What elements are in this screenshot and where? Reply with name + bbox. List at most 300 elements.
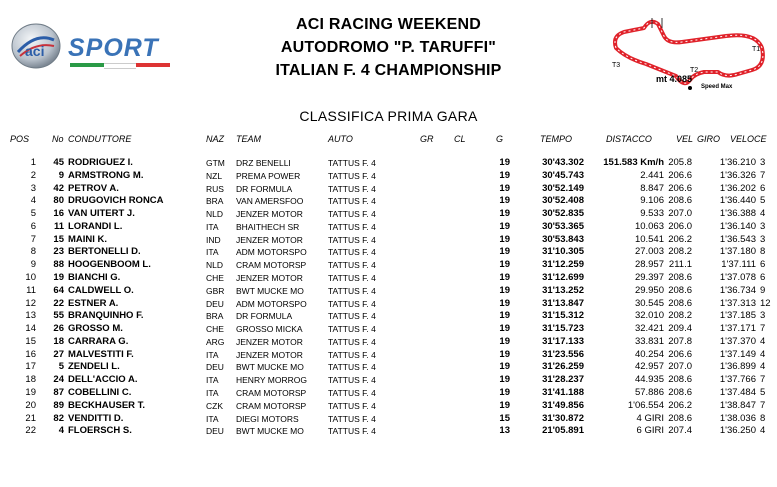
- table-row: [0, 234, 777, 246]
- cell-no: 82: [53, 412, 64, 424]
- cell-tempo: 31'23.556: [542, 348, 584, 360]
- table-row: [0, 285, 777, 297]
- table-row: [0, 246, 777, 258]
- cell-last: 5: [760, 387, 766, 399]
- cell-naz: BRA: [206, 311, 224, 322]
- cell-dist: 44.935: [634, 374, 664, 386]
- cell-driver: PETROV A.: [68, 182, 119, 194]
- table-row: [0, 208, 777, 220]
- col-driver: CONDUTTORE: [68, 134, 132, 144]
- sport-wordmark: SPORT: [68, 34, 159, 62]
- cell-team: BHAITHECH SR: [236, 221, 300, 232]
- cell-driver: BRANQUINHO F.: [68, 310, 144, 322]
- cell-last: 6: [760, 272, 766, 284]
- cell-auto: TATTUS F. 4: [328, 247, 376, 258]
- cell-g: 19: [499, 361, 510, 373]
- cell-naz: ITA: [206, 221, 219, 232]
- cell-team: JENZER MOTOR: [236, 273, 303, 284]
- cell-no: 22: [53, 297, 64, 309]
- cell-auto: TATTUS F. 4: [328, 273, 376, 284]
- cell-veloce: 1'38.036: [719, 412, 756, 424]
- cell-g: 19: [499, 310, 510, 322]
- cell-last: 4: [760, 425, 766, 437]
- cell-no: 4: [58, 425, 64, 437]
- cell-last: 6: [760, 182, 766, 194]
- table-row: [0, 387, 777, 399]
- cell-team: GROSSO MICKA: [236, 324, 303, 335]
- cell-dist: 1'06.554: [627, 399, 664, 411]
- cell-veloce: 1'37.484: [719, 387, 756, 399]
- cell-dist: 8.847: [640, 182, 664, 194]
- cell-dist: 33.831: [634, 335, 664, 347]
- cell-auto: TATTUS F. 4: [328, 311, 376, 322]
- cell-tempo: 31'30.872: [542, 412, 584, 424]
- table-row: [0, 425, 777, 437]
- cell-dist: 32.421: [634, 323, 664, 335]
- table-row: [0, 374, 777, 386]
- cell-driver: ZENDELI L.: [68, 361, 120, 373]
- cell-dist: 42.957: [634, 361, 664, 373]
- cell-team: CRAM MOTORSP: [236, 400, 307, 411]
- cell-veloce: 1'36.202: [719, 182, 756, 194]
- cell-last: 3: [760, 310, 766, 322]
- cell-dist: 40.254: [634, 348, 664, 360]
- cell-auto: TATTUS F. 4: [328, 362, 376, 373]
- cell-vel: 209.4: [668, 323, 692, 335]
- col-distacco: DISTACCO: [606, 134, 652, 144]
- cell-no: 18: [53, 335, 64, 347]
- cell-driver: COBELLINI C.: [68, 387, 132, 399]
- cell-last: 4: [760, 348, 766, 360]
- cell-pos: 12: [25, 297, 36, 309]
- cell-dist: 10.541: [634, 233, 664, 245]
- cell-g: 19: [499, 157, 510, 168]
- cell-driver: ARMSTRONG M.: [68, 169, 144, 181]
- cell-auto: TATTUS F. 4: [328, 336, 376, 347]
- cell-last: 3: [760, 157, 766, 168]
- cell-driver: BERTONELLI D.: [68, 246, 141, 258]
- cell-dist: 10.063: [634, 220, 664, 232]
- table-row: [0, 170, 777, 182]
- cell-pos: 4: [30, 195, 36, 207]
- cell-dist: 30.545: [634, 297, 664, 309]
- cell-driver: RODRIGUEZ I.: [68, 157, 133, 168]
- table-row: [0, 183, 777, 195]
- cell-team: ADM MOTORSPO: [236, 298, 307, 309]
- cell-naz: DEU: [206, 362, 224, 373]
- cell-team: BWT MUCKE MO: [236, 285, 304, 296]
- cell-g: 19: [499, 284, 510, 296]
- cell-naz: CZK: [206, 400, 223, 411]
- track-layout-icon: [606, 14, 772, 98]
- table-row: [0, 323, 777, 335]
- cell-vel: 208.6: [668, 412, 692, 424]
- col-no: No: [52, 134, 64, 144]
- table-row: [0, 259, 777, 271]
- cell-driver: ESTNER A.: [68, 297, 119, 309]
- cell-team: DIEGI MOTORS: [236, 413, 299, 424]
- cell-tempo: 31'12.259: [542, 259, 584, 271]
- cell-naz: CHE: [206, 273, 224, 284]
- cell-pos: 16: [25, 348, 36, 360]
- cell-g: 19: [499, 323, 510, 335]
- cell-driver: VAN UITERT J.: [68, 208, 135, 220]
- svg-text:aci: aci: [25, 43, 45, 59]
- event-title: ACI RACING WEEKEND: [296, 16, 481, 33]
- cell-pos: 10: [25, 272, 36, 284]
- cell-naz: RUS: [206, 183, 224, 194]
- cell-pos: 11: [26, 284, 36, 296]
- table-row: [0, 361, 777, 373]
- cell-no: 5: [58, 361, 64, 373]
- cell-naz: IND: [206, 234, 221, 245]
- cell-naz: ITA: [206, 247, 219, 258]
- cell-g: 19: [499, 259, 510, 271]
- cell-veloce: 1'37.111: [721, 259, 756, 271]
- cell-team: JENZER MOTOR: [236, 234, 303, 245]
- cell-naz: ITA: [206, 349, 219, 360]
- cell-pos: 6: [30, 220, 36, 232]
- cell-no: 23: [53, 246, 64, 258]
- cell-dist: 27.003: [634, 246, 664, 258]
- cell-last: 4: [760, 208, 766, 220]
- col-vel: VEL: [676, 134, 694, 144]
- cell-dist: 151.583 Km/h: [603, 157, 664, 168]
- cell-veloce: 1'36.210: [719, 157, 756, 168]
- cell-pos: 1: [30, 157, 36, 168]
- cell-no: 45: [53, 157, 64, 168]
- cell-last: 7: [760, 374, 766, 386]
- cell-last: 8: [760, 246, 766, 258]
- cell-dist: 2.441: [640, 169, 664, 181]
- cell-g: 19: [499, 272, 510, 284]
- cell-vel: 208.6: [668, 284, 692, 296]
- cell-naz: ITA: [206, 413, 219, 424]
- cell-vel: 205.8: [668, 157, 692, 168]
- cell-team: VAN AMERSFOO: [236, 196, 304, 207]
- cell-last: 9: [760, 284, 766, 296]
- cell-last: 12: [760, 297, 771, 309]
- cell-auto: TATTUS F. 4: [328, 158, 376, 168]
- cell-no: 89: [53, 399, 64, 411]
- cell-no: 19: [53, 272, 64, 284]
- cell-last: 3: [760, 220, 766, 232]
- cell-pos: 5: [30, 208, 36, 220]
- cell-team: PREMA POWER: [236, 170, 301, 181]
- cell-veloce: 1'38.847: [719, 399, 756, 411]
- cell-vel: 206.6: [668, 169, 692, 181]
- col-giro: GIRO: [697, 134, 721, 144]
- results-subtitle: CLASSIFICA PRIMA GARA: [299, 108, 478, 124]
- cell-driver: LORANDI L.: [68, 220, 123, 232]
- col-veloce: VELOCE: [730, 134, 767, 144]
- cell-no: 64: [53, 284, 64, 296]
- cell-g: 19: [499, 220, 510, 232]
- cell-g: 19: [499, 297, 510, 309]
- table-row: [0, 349, 777, 361]
- cell-no: 87: [53, 387, 64, 399]
- table-row: [0, 272, 777, 284]
- circuit-title: AUTODROMO "P. TARUFFI": [280, 39, 497, 56]
- cell-tempo: 31'15.723: [542, 323, 584, 335]
- cell-no: 15: [53, 233, 64, 245]
- cell-auto: TATTUS F. 4: [328, 285, 376, 296]
- cell-vel: 211.1: [668, 259, 692, 271]
- cell-dist: 9.533: [640, 208, 664, 220]
- cell-auto: TATTUS F. 4: [328, 183, 376, 194]
- cell-no: 55: [53, 310, 64, 322]
- col-team: TEAM: [236, 134, 262, 144]
- cell-team: JENZER MOTOR: [236, 209, 303, 220]
- cell-auto: TATTUS F. 4: [328, 413, 376, 424]
- cell-last: 3: [760, 233, 766, 245]
- cell-vel: 208.6: [668, 272, 692, 284]
- cell-veloce: 1'36.440: [719, 195, 756, 207]
- cell-naz: NLD: [206, 260, 224, 271]
- cell-team: DR FORMULA: [236, 311, 293, 322]
- cell-tempo: 30'53.843: [542, 233, 584, 245]
- cell-tempo: 30'52.835: [542, 208, 584, 220]
- cell-tempo: 21'05.891: [542, 425, 584, 437]
- cell-veloce: 1'37.180: [719, 246, 756, 258]
- cell-veloce: 1'36.734: [719, 284, 756, 296]
- cell-veloce: 1'37.185: [719, 310, 756, 322]
- col-pos: POS: [10, 134, 30, 144]
- cell-g: 19: [499, 335, 510, 347]
- cell-tempo: 31'12.699: [542, 272, 584, 284]
- cell-driver: FLOERSCH S.: [68, 425, 132, 437]
- cell-pos: 15: [25, 335, 36, 347]
- cell-vel: 206.2: [668, 399, 692, 411]
- cell-g: 19: [499, 195, 510, 207]
- cell-vel: 207.0: [668, 361, 692, 373]
- cell-auto: TATTUS F. 4: [328, 375, 376, 386]
- table-row: [0, 400, 777, 412]
- cell-naz: DEU: [206, 298, 224, 309]
- cell-driver: MALVESTITI F.: [68, 348, 134, 360]
- cell-no: 27: [53, 348, 64, 360]
- cell-tempo: 30'52.408: [542, 195, 584, 207]
- cell-last: 8: [760, 412, 766, 424]
- cell-vel: 207.0: [668, 208, 692, 220]
- cell-driver: CARRARA G.: [68, 335, 129, 347]
- cell-tempo: 31'13.847: [542, 297, 584, 309]
- cell-team: BWT MUCKE MO: [236, 426, 304, 437]
- cell-veloce: 1'36.326: [719, 169, 756, 181]
- cell-last: 7: [760, 323, 766, 335]
- cell-tempo: 31'26.259: [542, 361, 584, 373]
- table-row: [0, 221, 777, 233]
- cell-naz: NZL: [206, 170, 223, 181]
- col-gr: GR: [420, 134, 434, 144]
- cell-tempo: 31'13.252: [542, 284, 584, 296]
- cell-auto: TATTUS F. 4: [328, 170, 376, 181]
- cell-g: 19: [499, 182, 510, 194]
- cell-driver: DRUGOVICH RONCA: [68, 195, 164, 207]
- cell-vel: 206.0: [668, 220, 692, 232]
- cell-driver: VENDITTI D.: [68, 412, 124, 424]
- cell-veloce: 1'36.140: [719, 220, 756, 232]
- cell-tempo: 30'45.743: [542, 169, 584, 181]
- cell-auto: TATTUS F. 4: [328, 324, 376, 335]
- cell-veloce: 1'37.078: [719, 272, 756, 284]
- cell-no: 26: [53, 323, 64, 335]
- cell-g: 19: [499, 246, 510, 258]
- col-cl: CL: [454, 134, 466, 144]
- cell-pos: 7: [30, 233, 36, 245]
- cell-vel: 206.6: [668, 182, 692, 194]
- cell-auto: TATTUS F. 4: [328, 400, 376, 411]
- cell-driver: MAINI K.: [68, 233, 108, 245]
- cell-vel: 207.8: [668, 335, 692, 347]
- cell-veloce: 1'37.149: [719, 348, 756, 360]
- cell-dist: 32.010: [634, 310, 664, 322]
- cell-vel: 206.6: [668, 348, 692, 360]
- cell-naz: ARG: [206, 336, 225, 347]
- cell-naz: GBR: [206, 285, 225, 296]
- cell-pos: 21: [25, 412, 36, 424]
- cell-driver: BIANCHI G.: [68, 272, 121, 284]
- cell-g: 19: [499, 374, 510, 386]
- cell-veloce: 1'36.250: [719, 425, 756, 437]
- cell-auto: TATTUS F. 4: [328, 260, 376, 271]
- cell-dist: 57.886: [634, 387, 664, 399]
- cell-pos: 17: [25, 361, 36, 373]
- cell-dist: 28.957: [634, 259, 664, 271]
- turn-1-label: T1: [752, 46, 761, 53]
- cell-dist: 29.950: [634, 284, 664, 296]
- cell-tempo: 31'41.188: [542, 387, 584, 399]
- cell-g: 13: [499, 425, 510, 437]
- cell-driver: CALDWELL O.: [68, 284, 134, 296]
- cell-auto: TATTUS F. 4: [328, 221, 376, 232]
- cell-pos: 3: [30, 182, 36, 194]
- cell-veloce: 1'37.766: [719, 374, 756, 386]
- col-auto: AUTO: [328, 134, 353, 144]
- cell-team: JENZER MOTOR: [236, 349, 303, 360]
- cell-team: CRAM MOTORSP: [236, 388, 307, 399]
- cell-no: 24: [53, 374, 64, 386]
- table-row: [0, 195, 777, 207]
- cell-naz: DEU: [206, 426, 224, 437]
- cell-naz: NLD: [206, 209, 224, 220]
- cell-g: 19: [499, 233, 510, 245]
- cell-tempo: 31'10.305: [542, 246, 584, 258]
- cell-auto: TATTUS F. 4: [328, 298, 376, 309]
- cell-tempo: 30'43.302: [542, 157, 584, 168]
- table-row: [0, 336, 777, 348]
- cell-pos: 13: [25, 310, 36, 322]
- col-g: G: [496, 134, 504, 144]
- cell-vel: 206.2: [668, 233, 692, 245]
- cell-no: 80: [53, 195, 64, 207]
- cell-last: 4: [760, 335, 766, 347]
- cell-driver: DELL'ACCIO A.: [68, 374, 138, 386]
- cell-veloce: 1'37.313: [719, 297, 756, 309]
- cell-no: 42: [53, 182, 64, 194]
- cell-team: JENZER MOTOR: [236, 336, 303, 347]
- cell-naz: BRA: [206, 196, 224, 207]
- cell-tempo: 31'28.237: [542, 374, 584, 386]
- cell-veloce: 1'36.543: [719, 233, 756, 245]
- cell-team: CRAM MOTORSP: [236, 260, 307, 271]
- cell-pos: 20: [25, 399, 36, 411]
- cell-naz: CHE: [206, 324, 224, 335]
- cell-veloce: 1'37.370: [719, 335, 756, 347]
- cell-g: 19: [499, 169, 510, 181]
- cell-tempo: 31'17.133: [542, 335, 584, 347]
- cell-team: HENRY MORROG: [236, 375, 308, 386]
- speed-max-label: Speed Max: [701, 84, 733, 90]
- cell-dist: 6 GIRI: [636, 425, 664, 437]
- cell-team: ADM MOTORSPO: [236, 247, 307, 258]
- cell-vel: 208.6: [668, 374, 692, 386]
- table-row: [0, 413, 777, 425]
- turn-3-label: T3: [612, 62, 621, 69]
- cell-naz: ITA: [206, 388, 219, 399]
- cell-g: 19: [499, 348, 510, 360]
- cell-last: 4: [760, 361, 766, 373]
- cell-no: 11: [53, 220, 64, 232]
- track-map: [606, 14, 772, 98]
- cell-g: 19: [499, 208, 510, 220]
- cell-dist: 29.397: [634, 272, 664, 284]
- cell-tempo: 30'53.365: [542, 220, 584, 232]
- col-tempo: TEMPO: [540, 134, 573, 144]
- cell-g: 15: [499, 412, 510, 424]
- cell-tempo: 31'49.856: [542, 399, 584, 411]
- cell-last: 7: [760, 399, 766, 411]
- cell-pos: 22: [25, 425, 36, 437]
- table-row: [0, 157, 777, 169]
- cell-last: 5: [760, 195, 766, 207]
- cell-driver: GROSSO M.: [68, 323, 123, 335]
- cell-vel: 208.6: [668, 195, 692, 207]
- track-length: mt 4.085: [656, 74, 693, 84]
- cell-tempo: 30'52.149: [542, 182, 584, 194]
- col-naz: NAZ: [206, 134, 224, 144]
- championship-title: ITALIAN F. 4 CHAMPIONSHIP: [275, 62, 502, 79]
- cell-vel: 208.6: [668, 387, 692, 399]
- cell-last: 7: [760, 169, 766, 181]
- cell-dist: 4 GIRI: [636, 412, 664, 424]
- cell-last: 6: [760, 259, 766, 271]
- cell-vel: 208.6: [668, 297, 692, 309]
- cell-driver: HOOGENBOOM L.: [68, 259, 151, 271]
- cell-g: 19: [499, 399, 510, 411]
- cell-pos: 9: [30, 259, 36, 271]
- cell-auto: TATTUS F. 4: [328, 388, 376, 399]
- cell-naz: GTM: [206, 158, 225, 168]
- cell-veloce: 1'36.899: [719, 361, 756, 373]
- cell-no: 9: [58, 169, 64, 181]
- cell-tempo: 31'15.312: [542, 310, 584, 322]
- cell-vel: 208.2: [668, 246, 692, 258]
- cell-vel: 208.2: [668, 310, 692, 322]
- cell-pos: 18: [25, 374, 36, 386]
- cell-team: BWT MUCKE MO: [236, 362, 304, 373]
- cell-pos: 2: [30, 169, 36, 181]
- cell-team: DRZ BENELLI: [236, 158, 291, 168]
- cell-auto: TATTUS F. 4: [328, 234, 376, 245]
- cell-auto: TATTUS F. 4: [328, 209, 376, 220]
- cell-pos: 19: [25, 387, 36, 399]
- cell-naz: ITA: [206, 375, 219, 386]
- cell-auto: TATTUS F. 4: [328, 349, 376, 360]
- cell-team: DR FORMULA: [236, 183, 293, 194]
- cell-pos: 14: [25, 323, 36, 335]
- cell-veloce: 1'37.171: [719, 323, 756, 335]
